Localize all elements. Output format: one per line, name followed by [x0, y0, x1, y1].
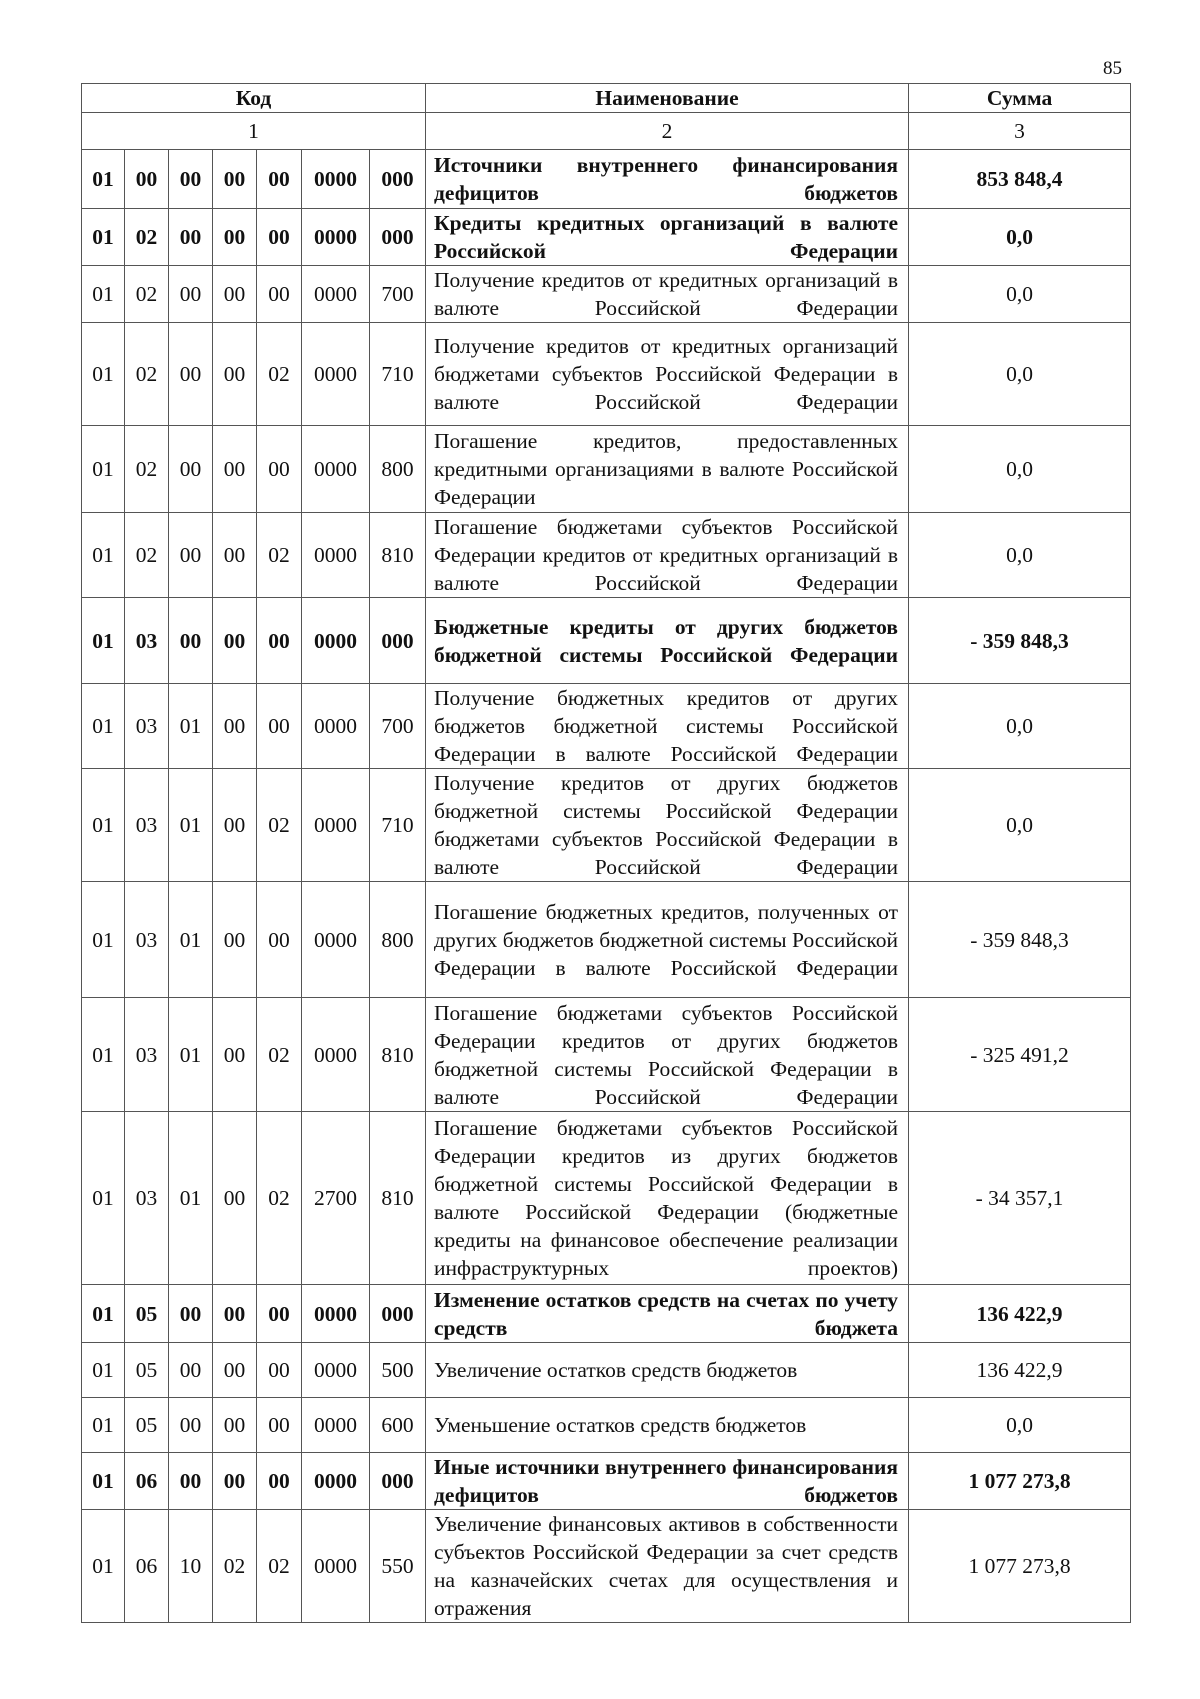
code-cell: 00 — [213, 998, 257, 1112]
code-cell: 05 — [125, 1285, 169, 1343]
code-cell: 03 — [125, 882, 169, 998]
code-cell: 00 — [257, 598, 302, 684]
code-cell: 00 — [213, 1453, 257, 1510]
code-cell: 02 — [257, 513, 302, 598]
code-cell: 00 — [213, 1343, 257, 1398]
code-cell: 02 — [125, 513, 169, 598]
code-cell: 02 — [125, 426, 169, 513]
code-cell: 0000 — [302, 998, 370, 1112]
code-cell: 00 — [169, 513, 213, 598]
name-cell: Получение кредитов от кредитных организаций бюджетами субъектов Российской Федерации в валюте Российской Федерации — [426, 323, 909, 426]
table-row — [82, 1453, 1131, 1510]
code-cell: 0000 — [302, 1453, 370, 1510]
code-cell: 0000 — [302, 598, 370, 684]
code-cell: 710 — [370, 323, 426, 426]
table-row — [82, 209, 1131, 266]
table-row — [82, 598, 1131, 684]
code-cell: 00 — [213, 684, 257, 769]
code-cell: 00 — [257, 150, 302, 209]
code-cell: 2700 — [302, 1112, 370, 1285]
name-cell: Погашение бюджетами субъектов Российской Федерации кредитов от других бюджетов бюджетной системы Российской Федерации в валюте Российской Федерации — [426, 998, 909, 1112]
column-number-code: 1 — [82, 113, 426, 150]
code-cell: 01 — [169, 684, 213, 769]
header-row — [82, 84, 1131, 113]
table-row — [82, 1343, 1131, 1398]
code-cell: 00 — [169, 1343, 213, 1398]
code-cell: 00 — [257, 1398, 302, 1453]
code-cell: 700 — [370, 266, 426, 323]
sum-cell: 0,0 — [909, 684, 1131, 769]
code-cell: 000 — [370, 1285, 426, 1343]
code-cell: 00 — [257, 882, 302, 998]
code-cell: 03 — [125, 598, 169, 684]
table-row — [82, 426, 1131, 513]
code-cell: 01 — [82, 426, 125, 513]
name-cell: Изменение остатков средств на счетах по учету средств бюджета — [426, 1285, 909, 1343]
code-cell: 810 — [370, 1112, 426, 1285]
sum-cell: 1 077 273,8 — [909, 1510, 1131, 1623]
code-cell: 00 — [257, 266, 302, 323]
code-cell: 02 — [213, 1510, 257, 1623]
code-cell: 03 — [125, 998, 169, 1112]
sum-cell: 136 422,9 — [909, 1285, 1131, 1343]
table-row — [82, 150, 1131, 209]
code-cell: 03 — [125, 1112, 169, 1285]
name-cell: Уменьшение остатков средств бюджетов — [426, 1398, 909, 1453]
code-cell: 00 — [213, 769, 257, 882]
sum-cell: - 325 491,2 — [909, 998, 1131, 1112]
sum-cell: 0,0 — [909, 1398, 1131, 1453]
name-cell: Увеличение остатков средств бюджетов — [426, 1343, 909, 1398]
code-cell: 00 — [169, 266, 213, 323]
code-cell: 02 — [125, 209, 169, 266]
code-cell: 800 — [370, 882, 426, 998]
budget-sources-table — [81, 83, 1131, 1623]
code-cell: 01 — [82, 513, 125, 598]
code-cell: 01 — [82, 598, 125, 684]
code-cell: 0000 — [302, 684, 370, 769]
code-cell: 0000 — [302, 150, 370, 209]
code-cell: 0000 — [302, 323, 370, 426]
code-cell: 0000 — [302, 1398, 370, 1453]
code-cell: 01 — [82, 769, 125, 882]
code-cell: 000 — [370, 598, 426, 684]
code-cell: 00 — [213, 1398, 257, 1453]
table-row — [82, 769, 1131, 882]
code-cell: 550 — [370, 1510, 426, 1623]
header-name: Наименование — [426, 84, 909, 113]
sum-cell: 0,0 — [909, 266, 1131, 323]
code-cell: 00 — [125, 150, 169, 209]
column-number-sum: 3 — [909, 113, 1131, 150]
code-cell: 01 — [169, 769, 213, 882]
code-cell: 0000 — [302, 1510, 370, 1623]
code-cell: 01 — [169, 882, 213, 998]
code-cell: 01 — [82, 266, 125, 323]
column-number-name: 2 — [426, 113, 909, 150]
table-row — [82, 998, 1131, 1112]
code-cell: 00 — [169, 598, 213, 684]
code-cell: 01 — [82, 684, 125, 769]
code-cell: 01 — [82, 882, 125, 998]
code-cell: 01 — [82, 1112, 125, 1285]
table-row — [82, 684, 1131, 769]
code-cell: 000 — [370, 1453, 426, 1510]
code-cell: 01 — [82, 150, 125, 209]
code-cell: 00 — [257, 209, 302, 266]
code-cell: 0000 — [302, 769, 370, 882]
code-cell: 800 — [370, 426, 426, 513]
name-cell: Погашение бюджетами субъектов Российской Федерации кредитов от кредитных организаций в валюте Российской Федерации — [426, 513, 909, 598]
code-cell: 00 — [213, 1285, 257, 1343]
code-cell: 02 — [125, 266, 169, 323]
name-cell: Получение кредитов от других бюджетов бюджетной системы Российской Федерации бюджетами субъектов Российской Федерации в валюте Российской Федерации — [426, 769, 909, 882]
code-cell: 10 — [169, 1510, 213, 1623]
code-cell: 00 — [213, 209, 257, 266]
header-sum: Сумма — [909, 84, 1131, 113]
table-row — [82, 1285, 1131, 1343]
code-cell: 01 — [169, 1112, 213, 1285]
sum-cell: 0,0 — [909, 769, 1131, 882]
name-cell: Погашение бюджетных кредитов, полученных от других бюджетов бюджетной системы Российской Федерации в валюте Российской Федерации — [426, 882, 909, 998]
code-cell: 05 — [125, 1398, 169, 1453]
sum-cell: 136 422,9 — [909, 1343, 1131, 1398]
name-cell: Источники внутреннего финансирования дефицитов бюджетов — [426, 150, 909, 209]
code-cell: 0000 — [302, 1343, 370, 1398]
code-cell: 500 — [370, 1343, 426, 1398]
code-cell: 0000 — [302, 426, 370, 513]
sum-cell: 0,0 — [909, 209, 1131, 266]
code-cell: 0000 — [302, 513, 370, 598]
code-cell: 03 — [125, 684, 169, 769]
code-cell: 01 — [82, 998, 125, 1112]
name-cell: Погашение кредитов, предоставленных кредитными организациями в валюте Российской Федерации — [426, 426, 909, 513]
name-cell: Получение кредитов от кредитных организаций в валюте Российской Федерации — [426, 266, 909, 323]
code-cell: 01 — [82, 1343, 125, 1398]
code-cell: 06 — [125, 1510, 169, 1623]
sum-cell: 853 848,4 — [909, 150, 1131, 209]
sum-cell: - 359 848,3 — [909, 598, 1131, 684]
code-cell: 00 — [257, 1343, 302, 1398]
code-cell: 00 — [213, 598, 257, 684]
code-cell: 00 — [213, 882, 257, 998]
code-cell: 00 — [257, 1453, 302, 1510]
code-cell: 01 — [82, 1453, 125, 1510]
code-cell: 06 — [125, 1453, 169, 1510]
name-cell: Бюджетные кредиты от других бюджетов бюджетной системы Российской Федерации — [426, 598, 909, 684]
code-cell: 00 — [169, 426, 213, 513]
sum-cell: - 34 357,1 — [909, 1112, 1131, 1285]
code-cell: 600 — [370, 1398, 426, 1453]
code-cell: 810 — [370, 513, 426, 598]
code-cell: 00 — [169, 209, 213, 266]
code-cell: 000 — [370, 150, 426, 209]
name-cell: Погашение бюджетами субъектов Российской Федерации кредитов из других бюджетов бюджетной системы Российской Федерации в валюте Российской Федерации (бюджетные кредиты на финансовое обеспечение реализации инфраструктурных проектов) — [426, 1112, 909, 1285]
code-cell: 00 — [213, 266, 257, 323]
code-cell: 02 — [257, 323, 302, 426]
code-cell: 01 — [82, 209, 125, 266]
sum-cell: 1 077 273,8 — [909, 1453, 1131, 1510]
code-cell: 05 — [125, 1343, 169, 1398]
code-cell: 00 — [213, 323, 257, 426]
code-cell: 01 — [82, 323, 125, 426]
table-row — [82, 1510, 1131, 1623]
code-cell: 02 — [257, 769, 302, 882]
table-row — [82, 323, 1131, 426]
code-cell: 000 — [370, 209, 426, 266]
sum-cell: - 359 848,3 — [909, 882, 1131, 998]
table-row — [82, 1112, 1131, 1285]
sum-cell: 0,0 — [909, 323, 1131, 426]
code-cell: 00 — [169, 150, 213, 209]
code-cell: 00 — [257, 426, 302, 513]
code-cell: 0000 — [302, 1285, 370, 1343]
name-cell: Получение бюджетных кредитов от других бюджетов бюджетной системы Российской Федерации в валюте Российской Федерации — [426, 684, 909, 769]
code-cell: 0000 — [302, 882, 370, 998]
code-cell: 01 — [82, 1285, 125, 1343]
code-cell: 00 — [213, 1112, 257, 1285]
code-cell: 00 — [213, 426, 257, 513]
code-cell: 00 — [213, 150, 257, 209]
code-cell: 02 — [257, 1112, 302, 1285]
code-cell: 02 — [125, 323, 169, 426]
table-row — [82, 1398, 1131, 1453]
code-cell: 02 — [257, 1510, 302, 1623]
code-cell: 01 — [82, 1398, 125, 1453]
sum-cell: 0,0 — [909, 426, 1131, 513]
name-cell: Увеличение финансовых активов в собственности субъектов Российской Федерации за счет средств на казначейских счетах для осуществления и отражения — [426, 1510, 909, 1623]
code-cell: 03 — [125, 769, 169, 882]
name-cell: Иные источники внутреннего финансирования дефицитов бюджетов — [426, 1453, 909, 1510]
code-cell: 810 — [370, 998, 426, 1112]
code-cell: 00 — [213, 513, 257, 598]
code-cell: 00 — [169, 1398, 213, 1453]
code-cell: 00 — [169, 1285, 213, 1343]
code-cell: 01 — [82, 1510, 125, 1623]
code-cell: 00 — [257, 1285, 302, 1343]
column-number-row — [82, 113, 1131, 150]
code-cell: 0000 — [302, 266, 370, 323]
sum-cell: 0,0 — [909, 513, 1131, 598]
code-cell: 710 — [370, 769, 426, 882]
table-row — [82, 513, 1131, 598]
page-number: 85 — [1103, 58, 1122, 79]
code-cell: 00 — [257, 684, 302, 769]
table-row — [82, 882, 1131, 998]
code-cell: 0000 — [302, 209, 370, 266]
table-row — [82, 266, 1131, 323]
code-cell: 01 — [169, 998, 213, 1112]
table-body — [82, 84, 1131, 1623]
code-cell: 00 — [169, 323, 213, 426]
code-cell: 02 — [257, 998, 302, 1112]
code-cell: 00 — [169, 1453, 213, 1510]
code-cell: 700 — [370, 684, 426, 769]
name-cell: Кредиты кредитных организаций в валюте Российской Федерации — [426, 209, 909, 266]
header-code: Код — [82, 84, 426, 113]
